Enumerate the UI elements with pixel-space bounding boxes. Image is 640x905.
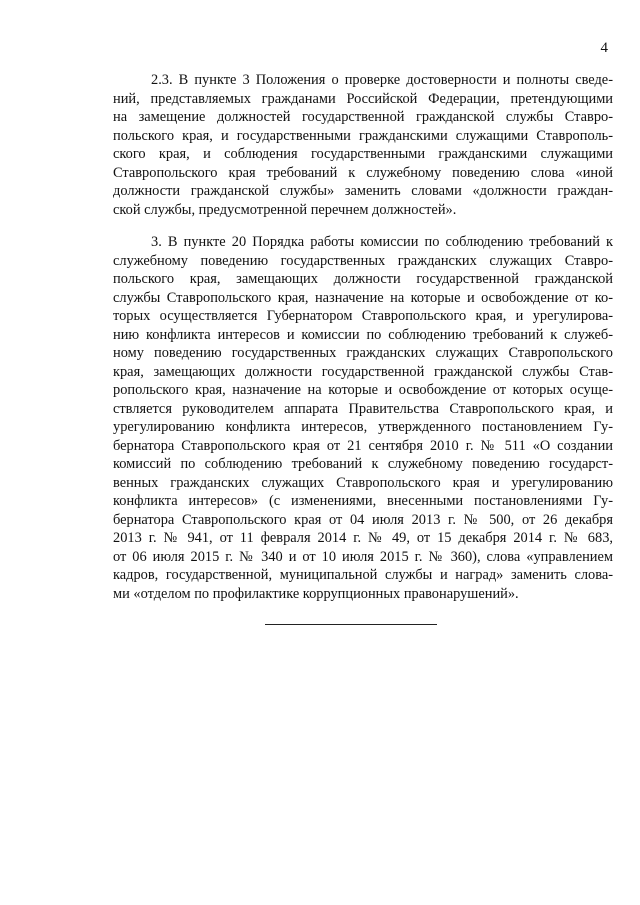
text-line: 2013 г. № 941, от 11 февраля 2014 г. № 49, от 15 декабря 2014 г. № 683, (113, 530, 613, 546)
text-line: комиссий по соблюдению требований к служебному поведению государст- (113, 456, 613, 472)
paragraph-3 (113, 233, 613, 603)
text-line: торых осуществляется Губернатором Ставропольского края, и урегулирова- (113, 308, 613, 324)
text-line: ний, представляемых гражданами Российской Федерации, претендующими (113, 90, 613, 107)
text-line: должности гражданской службы» заменить словами «должности граждан- (113, 183, 613, 199)
text-line: Ставропольского края требований к служебному поведению слова «иной (113, 164, 613, 181)
text-line: ми «отделом по профилактике коррупционных правонарушений». (113, 585, 519, 602)
text-line: ского края, и соблюдения государственными гражданскими служащими (113, 146, 613, 162)
text-line: бернатора Ставропольского края от 04 июля 2013 г. № 500, от 26 декабря (113, 511, 613, 528)
text-line: конфликта интересов» (с изменениями, внесенными постановлениями Гу- (113, 493, 613, 509)
page-number: 4 (600, 40, 608, 56)
paragraph-2-3 (113, 71, 613, 219)
text-line: венных гражданских служащих Ставропольского края и урегулированию (113, 474, 613, 491)
text-line: от 06 июля 2015 г. № 340 и от 10 июля 2015 г. № 360), слова «управлением (113, 548, 613, 565)
text-line: бернатора Ставропольского края от 21 сентября 2010 г. № 511 «О создании (113, 437, 613, 454)
text-line: на замещение должностей государственной гражданской службы Ставро- (113, 109, 613, 125)
closing-rule (265, 624, 437, 625)
text-line: ской службы, предусмотренной перечнем должностей». (113, 201, 457, 218)
text-line: ропольского края, назначение на которые и освобождение от которых осуще- (113, 382, 613, 398)
text-line: нию конфликта интересов и комиссии по соблюдению требований к служеб- (113, 326, 613, 343)
text-line: ному поведению государственных гражданских служащих Ставропольского (113, 345, 613, 361)
text-line: службы Ставропольского края, назначение на которые и освобождение от ко- (113, 289, 613, 306)
text-line: края, замещающих должности государственной гражданской службы Став- (113, 363, 613, 380)
text-line: 3. В пункте 20 Порядка работы комиссии по соблюдению требований к (151, 234, 613, 250)
text-line: 2.3. В пункте 3 Положения о проверке достоверности и полноты сведе- (151, 72, 613, 88)
text-line: урегулированию конфликта интересов, утвержденного постановлением Гу- (113, 419, 613, 435)
text-line: кадров, государственной, муниципальной службы и наград» заменить слова- (113, 567, 613, 583)
text-line: служебному поведению государственных гражданских служащих Ставро- (113, 252, 613, 269)
text-line: ствляется руководителем аппарата Правительства Ставропольского края, и (113, 400, 613, 417)
text-line: польского края, замещающих должности государственной гражданской (113, 271, 613, 287)
text-line: польского края, и государственными гражданскими служащими Ставрополь- (113, 127, 613, 144)
